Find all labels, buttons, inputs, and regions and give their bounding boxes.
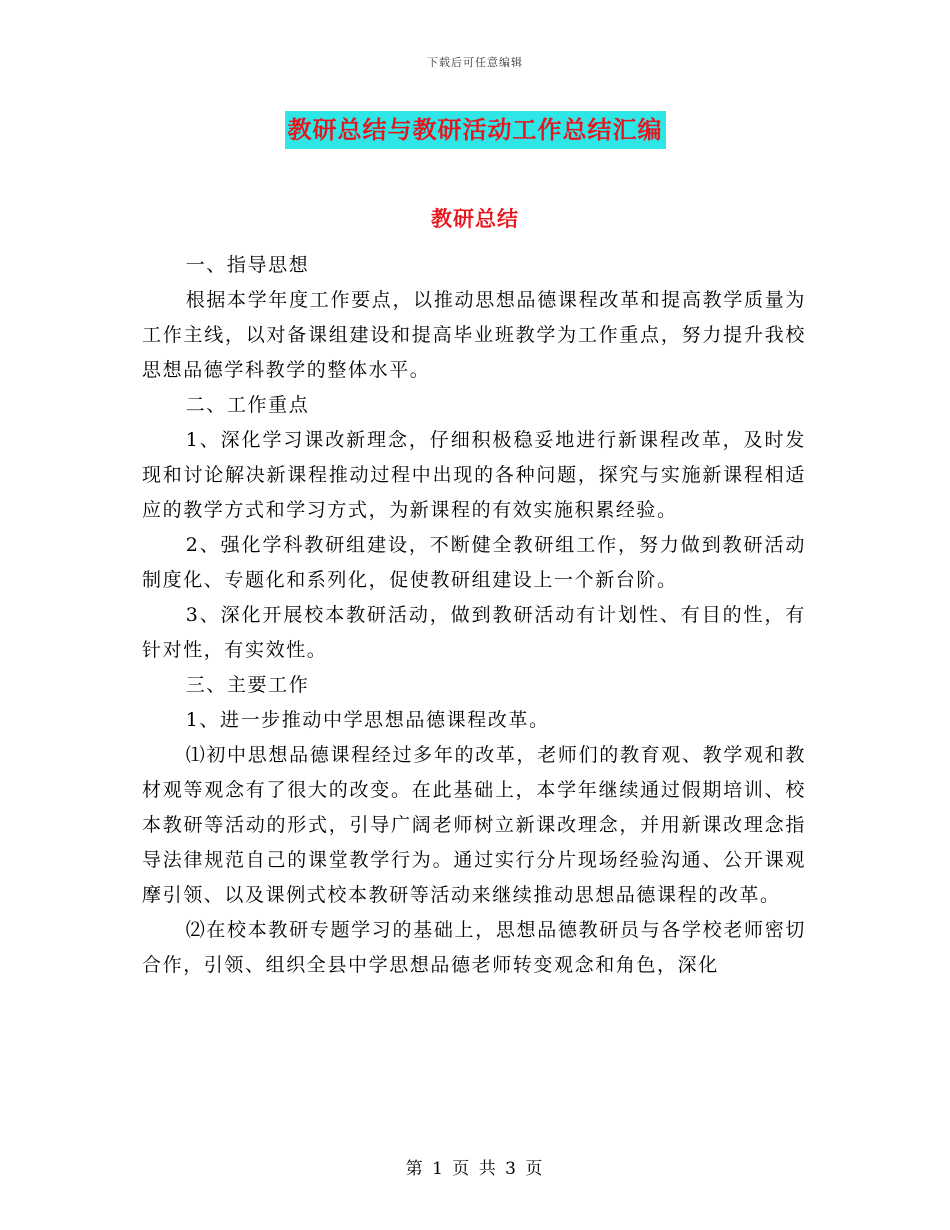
heading-work-focus: 二、工作重点 xyxy=(185,394,310,416)
main-title-container xyxy=(0,111,950,149)
paragraph: 3、深化开展校本教研活动，做到教研活动有计划性、有目的性，有针对性，有实效性。 xyxy=(142,604,806,661)
page-number-footer: 第 1 页 共 3 页 xyxy=(405,1159,545,1179)
paragraph: 1、深化学习课改新理念，仔细积极稳妥地进行新课程改革，及时发现和讨论解决新课程推动过程中出现的各种问题，探究与实施新课程相适应的教学方式和学习方式，为新课程的有效实施积累经验。 xyxy=(142,429,806,521)
document-title: 教研总结与教研活动工作总结汇编 xyxy=(285,111,666,149)
heading-guiding-ideology: 一、指导思想 xyxy=(185,254,310,276)
page-header-note: 下载后可任意编辑 xyxy=(427,56,523,69)
section-title: 教研总结 xyxy=(431,206,519,231)
heading-main-work: 三、主要工作 xyxy=(185,674,310,696)
paragraph: 1、进一步推动中学思想品德课程改革。 xyxy=(185,709,550,731)
paragraph: 2、强化学科教研组建设，不断健全教研组工作，努力做到教研活动制度化、专题化和系列化，促使教研组建设上一个新台阶。 xyxy=(142,534,806,591)
paragraph: ⑵在校本教研专题学习的基础上，思想品德教研员与各学校老师密切合作，引领、组织全县中学思想品德老师转变观念和角色，深化 xyxy=(142,919,806,976)
paragraph: ⑴初中思想品德课程经过多年的改革，老师们的教育观、教学观和教材观等观念有了很大的改变。在此基础上，本学年继续通过假期培训、校本教研等活动的形式，引导广阔老师树立新课改理念，并用新课改理念指导法律规范自己的课堂教学行为。通过实行分片现场经验沟通、公开课观摩引领、以及课例式校本教研等活动来继续推动思想品德课程的改革。 xyxy=(142,744,806,906)
document-body xyxy=(142,248,806,983)
paragraph: 根据本学年度工作要点，以推动思想品德课程改革和提高教学质量为工作主线，以对备课组建设和提高毕业班教学为工作重点，努力提升我校思想品德学科教学的整体水平。 xyxy=(142,289,806,381)
